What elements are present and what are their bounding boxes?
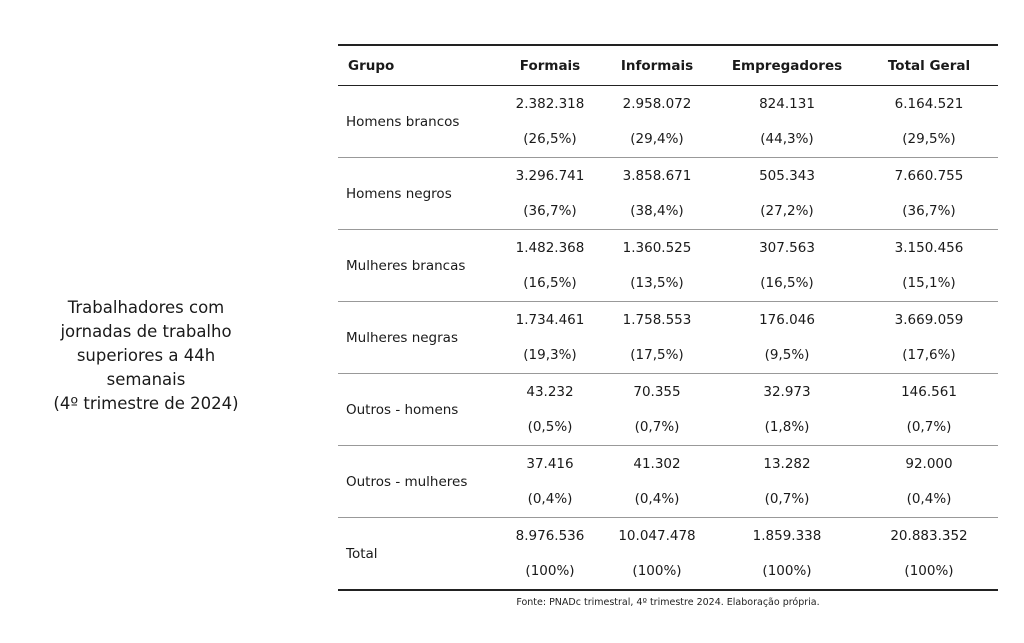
- share-cell: (0,7%): [714, 482, 860, 518]
- value-cell: 1.734.461: [515, 311, 585, 328]
- table-row: [338, 446, 998, 482]
- value-cell: 3.296.741: [515, 167, 585, 184]
- share-cell: (100%): [714, 554, 860, 591]
- share-cell: (36,7%): [500, 194, 600, 230]
- value-cell: 3.150.456: [894, 239, 964, 256]
- side-title-line: semanais: [106, 370, 186, 389]
- group-label: Total: [338, 518, 500, 591]
- share-cell: (16,5%): [714, 266, 860, 302]
- side-title-line: (4º trimestre de 2024): [53, 394, 239, 413]
- share-cell: (0,5%): [500, 410, 600, 446]
- value-cell: 176.046: [759, 311, 815, 328]
- value-cell: 2.958.072: [622, 95, 692, 112]
- value-cell: 13.282: [763, 455, 811, 472]
- share-cell: (29,5%): [860, 122, 998, 158]
- share-cell: (9,5%): [714, 338, 860, 374]
- value-cell: 7.660.755: [894, 167, 964, 184]
- share-cell: (0,7%): [860, 410, 998, 446]
- share-cell: (26,5%): [500, 122, 600, 158]
- value-cell: 92.000: [905, 455, 953, 472]
- table-row: [338, 230, 998, 266]
- value-cell: 41.302: [633, 455, 681, 472]
- value-cell: 146.561: [901, 383, 957, 400]
- side-title-line: Trabalhadores com: [67, 298, 225, 317]
- value-cell: 37.416: [526, 455, 574, 472]
- value-cell: 824.131: [759, 95, 815, 112]
- group-label: Mulheres brancas: [338, 230, 500, 302]
- share-cell: (17,5%): [600, 338, 714, 374]
- share-cell: (100%): [860, 554, 998, 591]
- table-row: [338, 86, 998, 122]
- share-cell: (100%): [500, 554, 600, 591]
- value-cell: 3.669.059: [894, 311, 964, 328]
- group-label: Homens negros: [338, 158, 500, 230]
- value-cell: 8.976.536: [515, 527, 585, 544]
- header-grupo: Grupo: [348, 57, 395, 74]
- table-body: [338, 86, 998, 591]
- share-cell: (44,3%): [714, 122, 860, 158]
- share-cell: (16,5%): [500, 266, 600, 302]
- group-label: Outros - mulheres: [338, 446, 500, 518]
- value-cell: 3.858.671: [622, 167, 692, 184]
- share-cell: (17,6%): [860, 338, 998, 374]
- share-cell: (0,4%): [860, 482, 998, 518]
- value-cell: 6.164.521: [894, 95, 964, 112]
- value-cell: 505.343: [759, 167, 815, 184]
- share-cell: (100%): [600, 554, 714, 591]
- share-cell: (19,3%): [500, 338, 600, 374]
- side-title-line: superiores a 44h: [76, 346, 216, 365]
- group-label: Outros - homens: [338, 374, 500, 446]
- share-cell: (27,2%): [714, 194, 860, 230]
- source-note: Fonte: PNADc trimestral, 4º trimestre 2024. Elaboração própria.: [516, 597, 820, 608]
- header-informais: Informais: [620, 57, 694, 74]
- share-cell: (13,5%): [600, 266, 714, 302]
- data-table-container: [338, 44, 998, 591]
- value-cell: 307.563: [759, 239, 815, 256]
- value-cell: 1.360.525: [622, 239, 692, 256]
- value-cell: 20.883.352: [890, 527, 968, 544]
- value-cell: 10.047.478: [618, 527, 696, 544]
- data-table: [338, 44, 998, 591]
- table-row: [338, 374, 998, 410]
- side-title-line: jornadas de trabalho: [60, 322, 232, 341]
- value-cell: 32.973: [763, 383, 811, 400]
- share-cell: (15,1%): [860, 266, 998, 302]
- value-cell: 2.382.318: [515, 95, 585, 112]
- share-cell: (1,8%): [714, 410, 860, 446]
- side-title: [18, 296, 274, 416]
- value-cell: 1.758.553: [622, 311, 692, 328]
- group-label: Mulheres negras: [338, 302, 500, 374]
- value-cell: 43.232: [526, 383, 574, 400]
- share-cell: (0,4%): [600, 482, 714, 518]
- group-label: Homens brancos: [338, 86, 500, 158]
- table-row: [338, 518, 998, 554]
- table-row: [338, 302, 998, 338]
- share-cell: (38,4%): [600, 194, 714, 230]
- value-cell: 1.482.368: [515, 239, 585, 256]
- header-formais: Formais: [519, 57, 581, 74]
- share-cell: (36,7%): [860, 194, 998, 230]
- value-cell: 70.355: [633, 383, 681, 400]
- share-cell: (29,4%): [600, 122, 714, 158]
- header-total-geral: Total Geral: [887, 57, 971, 74]
- table-row: [338, 158, 998, 194]
- table-header-row: [338, 45, 998, 86]
- share-cell: (0,4%): [500, 482, 600, 518]
- share-cell: (0,7%): [600, 410, 714, 446]
- value-cell: 1.859.338: [752, 527, 822, 544]
- header-empregadores: Empregadores: [731, 57, 843, 74]
